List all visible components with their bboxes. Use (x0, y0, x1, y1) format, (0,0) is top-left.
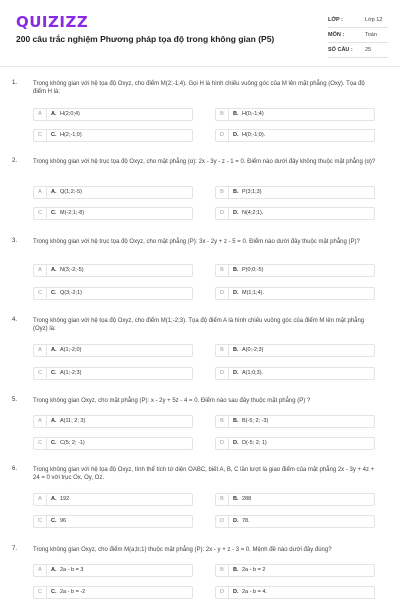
quizizz-logo: QUIZIZZ (16, 13, 89, 31)
option-label: A. (51, 418, 57, 424)
question-text: Trong không gian với hệ trục tọa độ Oxyz, cho mặt phẳng (α): 2x - 3y - z - 1 = 0. Điểm nào dưới đây không thuộc mặt phẳng (α)? (33, 159, 376, 165)
option-value: 2a - b = -2 (60, 589, 86, 595)
option-letter: C (34, 587, 47, 598)
option-label: A. (51, 189, 57, 195)
option-letter: C (34, 288, 47, 299)
option-value: 192 (60, 496, 70, 502)
meta-key: SỐ CÂU : (328, 47, 353, 53)
option-value: A(1;0;3). (242, 370, 264, 376)
question-text: Trong không gian với hệ trục tọa độ Oxyz, cho mặt phẳng (P): 3x - 2y + z - 5 = 0. Điểm nào dưới đây thuộc mặt phẳng (P)? (33, 239, 360, 245)
question-number: 6. (12, 466, 18, 472)
question-text: Trong không gian với hệ tọa độ Oxyz, cho điểm M(2;-1;4). Gọi H là hình chiếu vuông góc của M lên mặt phẳng (Oxy). Tọa độ điểm H là: (33, 81, 365, 95)
option-label: D. (233, 210, 239, 216)
option-label: A. (51, 347, 57, 353)
option-letter: B (216, 565, 229, 576)
option-value: 2a - b = 3 (60, 567, 84, 573)
option-a[interactable] (33, 564, 193, 577)
option-letter: C (34, 208, 47, 219)
option-value: Q(3;-2;1) (60, 290, 83, 296)
option-value: A(0;-2;3) (242, 347, 264, 353)
option-value: D(-5; 2; 1) (242, 440, 267, 446)
option-letter: C (34, 516, 47, 527)
option-label: A. (51, 267, 57, 273)
option-c[interactable] (33, 515, 193, 528)
option-b[interactable] (215, 344, 375, 357)
question-number: 2. (12, 158, 18, 164)
meta-value: Toán (365, 32, 377, 38)
option-label: D. (233, 132, 239, 138)
option-letter: C (34, 368, 47, 379)
option-d[interactable] (215, 437, 375, 450)
header-divider (0, 66, 400, 67)
meta-table (328, 13, 388, 58)
option-c[interactable] (33, 367, 193, 380)
meta-row-count (328, 43, 388, 58)
option-c[interactable] (33, 207, 193, 220)
option-letter: A (34, 265, 47, 276)
option-d[interactable] (215, 367, 375, 380)
option-letter: D (216, 587, 229, 598)
option-letter: B (216, 187, 229, 198)
option-b[interactable] (215, 564, 375, 577)
question-text: Trong không gian với hệ tọa độ Oxyz, cho điểm M(1;-2;3). Tọa độ điểm A là hình chiếu vuông góc của điểm M lên mặt phẳng (Oyz) là: (33, 318, 365, 332)
option-value: 2a - b = 2 (242, 567, 266, 573)
option-letter: B (216, 494, 229, 505)
option-c[interactable] (33, 437, 193, 450)
option-letter: C (34, 130, 47, 141)
option-letter: A (34, 494, 47, 505)
option-value: Q(1;2;-5) (60, 189, 83, 195)
option-label: D. (233, 518, 239, 524)
option-value: P(3;1;3) (242, 189, 262, 195)
option-a[interactable] (33, 493, 193, 506)
option-label: C. (51, 210, 57, 216)
option-b[interactable] (215, 493, 375, 506)
option-a[interactable] (33, 415, 193, 428)
option-value: 96 (60, 518, 67, 524)
option-label: D. (233, 290, 239, 296)
option-letter: A (34, 345, 47, 356)
option-value: A(1;-2;3) (60, 370, 82, 376)
option-label: B. (233, 111, 239, 117)
meta-key: MÔN : (328, 32, 345, 38)
document-header (0, 0, 400, 68)
option-d[interactable] (215, 129, 375, 142)
option-c[interactable] (33, 129, 193, 142)
option-letter: D (216, 130, 229, 141)
option-value: H(0;-1;4) (242, 111, 264, 117)
option-letter: D (216, 438, 229, 449)
option-letter: D (216, 368, 229, 379)
option-letter: D (216, 208, 229, 219)
page-title: 200 câu trắc nghiệm Phương pháp tọa độ trong không gian (P5) (16, 34, 275, 44)
option-label: B. (233, 567, 239, 573)
option-label: C. (51, 132, 57, 138)
question-number: 3. (12, 238, 18, 244)
option-letter: B (216, 416, 229, 427)
option-d[interactable] (215, 515, 375, 528)
question-text: Trong không gian Oxyz, cho mặt phẳng (P): x - 2y + 5z - 4 = 0. Điểm nào sau đây thuộc mặt phẳng (P) ? (33, 398, 311, 404)
option-value: A(1;-2;0) (60, 347, 82, 353)
option-b[interactable] (215, 186, 375, 199)
option-b[interactable] (215, 264, 375, 277)
meta-value: 25 (365, 47, 372, 53)
question-number: 1. (12, 80, 18, 86)
option-value: N(4;2;1). (242, 210, 264, 216)
option-label: B. (233, 496, 239, 502)
option-b[interactable] (215, 415, 375, 428)
option-value: M(1;1;4). (242, 290, 265, 296)
option-label: A. (51, 496, 57, 502)
option-value: 288 (242, 496, 252, 502)
option-label: B. (233, 267, 239, 273)
meta-row-subject (328, 28, 388, 43)
question-number: 7. (12, 546, 18, 552)
option-letter: D (216, 288, 229, 299)
option-letter: B (216, 345, 229, 356)
option-a[interactable] (33, 108, 193, 121)
option-label: D. (233, 370, 239, 376)
option-value: 2a - b = 4. (242, 589, 267, 595)
option-c[interactable] (33, 287, 193, 300)
question-text: Trong không gian Oxyz, cho điểm M(a;b;1) thuộc mặt phẳng (P): 2x - y + z - 3 = 0. Mệnh đề nào dưới đây đúng? (33, 547, 332, 553)
option-letter: A (34, 187, 47, 198)
option-label: B. (233, 347, 239, 353)
option-label: B. (233, 189, 239, 195)
option-a[interactable] (33, 264, 193, 277)
option-letter: B (216, 109, 229, 120)
option-value: P(0;0;-5) (242, 267, 264, 273)
question-number: 5. (12, 397, 18, 403)
option-label: D. (233, 589, 239, 595)
option-label: D. (233, 440, 239, 446)
option-value: C(5; 2; -1) (60, 440, 85, 446)
question-text: Trong không gian với hệ tọa độ Oxyz, tính thể tích tứ diện OABC, biết A, B, C lần lượt là giao điểm của mặt phẳng 2x - 3y + 4z + 24 = 0 với trục Ox, Oy, Oz. (33, 467, 375, 481)
option-letter: B (216, 265, 229, 276)
option-label: B. (233, 418, 239, 424)
meta-row-grade (328, 13, 388, 28)
option-letter: C (34, 438, 47, 449)
option-value: H(0;-1;0). (242, 132, 266, 138)
option-a[interactable] (33, 344, 193, 357)
option-c[interactable] (33, 586, 193, 599)
option-label: C. (51, 440, 57, 446)
meta-value: Lớp 12 (365, 17, 383, 23)
option-value: H(2;-1;0) (60, 132, 82, 138)
option-value: M(-2;1;-8) (60, 210, 85, 216)
option-value: 78. (242, 518, 250, 524)
option-d[interactable] (215, 586, 375, 599)
option-d[interactable] (215, 207, 375, 220)
option-a[interactable] (33, 186, 193, 199)
option-label: C. (51, 518, 57, 524)
option-d[interactable] (215, 287, 375, 300)
question-number: 4. (12, 317, 18, 323)
option-label: A. (51, 111, 57, 117)
option-letter: A (34, 416, 47, 427)
meta-key: LỚP : (328, 17, 343, 23)
option-value: A(11; 2; 3) (60, 418, 86, 424)
option-label: A. (51, 567, 57, 573)
option-value: N(3;-2;-5) (60, 267, 84, 273)
option-label: C. (51, 589, 57, 595)
option-label: C. (51, 370, 57, 376)
option-value: B(-5; 2; -3) (242, 418, 269, 424)
option-b[interactable] (215, 108, 375, 121)
option-letter: A (34, 109, 47, 120)
option-value: H(2;0;4) (60, 111, 80, 117)
option-letter: A (34, 565, 47, 576)
option-letter: D (216, 516, 229, 527)
option-label: C. (51, 290, 57, 296)
